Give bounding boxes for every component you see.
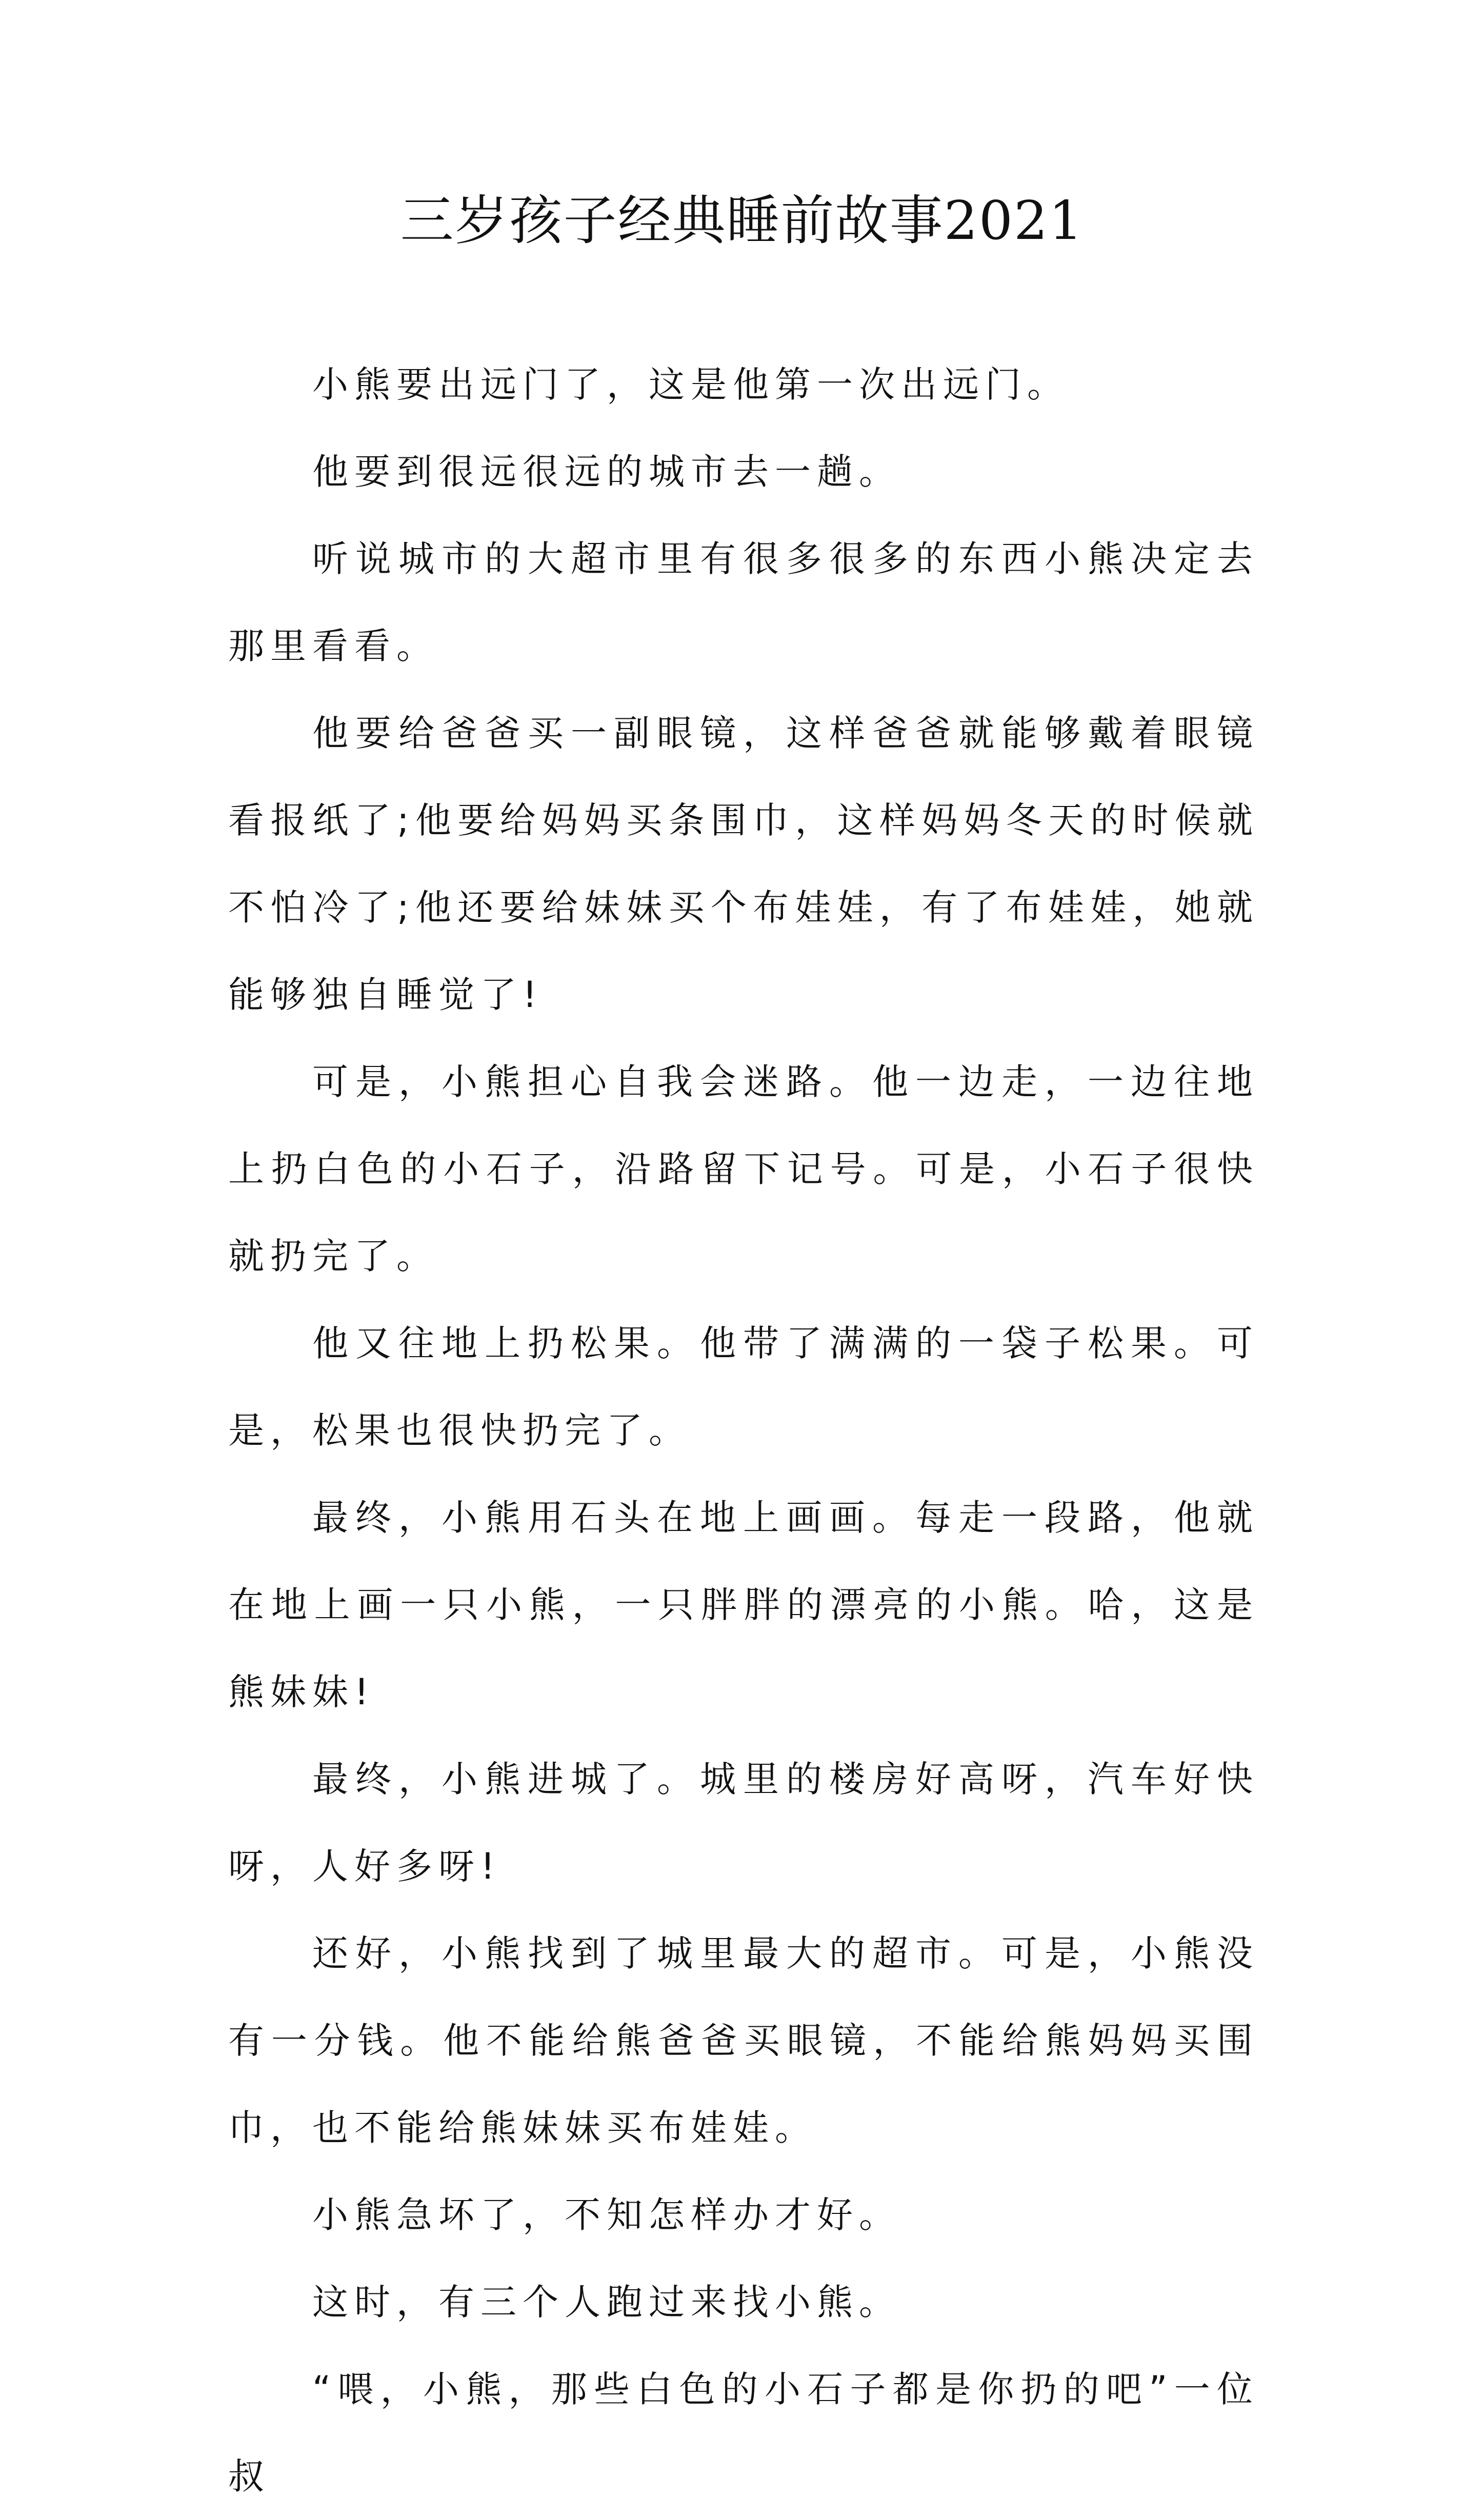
paragraph: 小熊急坏了，不知怎样办才好。 (312, 2194, 901, 2236)
paragraph: 这时，有三个人跑过来找小熊。 (312, 2281, 901, 2323)
paragraph: “喂，小熊，那些白色的小石子都是你扔的吧”一位叔 (228, 2368, 1259, 2497)
paragraph: 最终，小熊进城了。城里的楼房好高呀，汽车好快呀，人好多呀! (228, 1758, 1259, 1887)
paragraph: 他要到很远很远的城市去一趟。 (312, 451, 901, 493)
story-body (228, 341, 1259, 2520)
paragraph: 最终，小熊用石头在地上画画。每走一段路，他就在地上画一只小熊，一只胖胖的漂亮的小熊。哈，这是熊妹妹! (228, 1497, 1259, 1713)
paragraph: 可是，小熊担心自我会迷路。他一边走，一边往地上扔白色的小石子，沿路留下记号。可是，小石子很快就扔完了。 (228, 1061, 1259, 1277)
paragraph: 他要给爸爸买一副眼镜，这样爸爸就能够戴着眼镜看报纸了;他要给妈妈买条围巾，这样妈妈冬天的时候就不怕冷了;他还要给妹妹买个布娃娃，有了布娃娃，她就能够独自睡觉了! (228, 712, 1259, 1016)
paragraph: 还好，小熊找到了城里最大的超市。可是，小熊没有一分钱。他不能给熊爸爸买眼镜，不能给熊妈妈买围巾，也不能给熊妹妹买布娃娃。 (228, 1932, 1259, 2149)
document-title: 三岁孩子经典睡前故事2021 (400, 189, 1084, 252)
paragraph: 他又往地上扔松果。他带了满满的一袋子松果。可是，松果也很快扔完了。 (228, 1322, 1259, 1451)
paragraph: 听说城市的大超市里有很多很多的东西小熊决定去那里看看。 (228, 538, 1259, 667)
paragraph: 小熊要出远门了，这是他第一次出远门。 (312, 364, 1069, 406)
